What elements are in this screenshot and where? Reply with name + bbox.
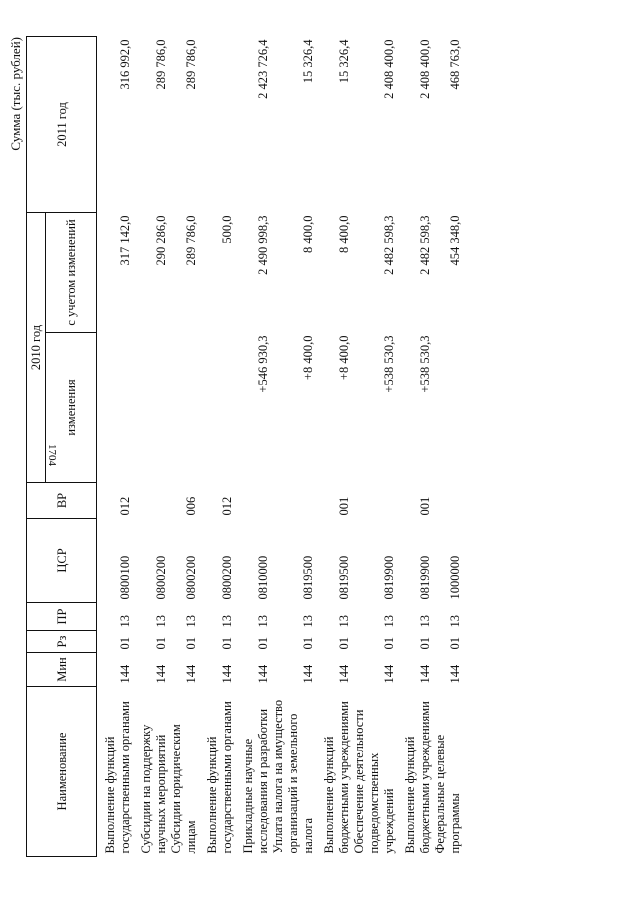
row-2011: 15 326,4	[337, 39, 352, 84]
row-csr: 0819500	[337, 555, 352, 600]
row-changes	[169, 333, 199, 483]
row-pr: 13	[382, 615, 397, 628]
header-pr: ПР	[27, 603, 97, 631]
table-row	[271, 36, 316, 856]
row-changes: +538 530,3	[382, 335, 397, 393]
row-csr: 0800200	[220, 555, 235, 600]
row-2011: 468 763,0	[448, 39, 463, 90]
row-rz: 01	[154, 637, 169, 650]
row-changes: +8 400,0	[337, 335, 352, 381]
budget-table	[26, 36, 463, 857]
row-2011: 289 786,0	[154, 39, 169, 90]
row-vr	[433, 483, 463, 519]
row-changes	[433, 333, 463, 483]
table-row	[316, 36, 352, 856]
table-row	[199, 36, 235, 856]
page-number: 1704	[46, 444, 58, 466]
row-vr: 012	[118, 496, 133, 516]
row-csr: 0800200	[184, 555, 199, 600]
row-name: Федеральные целевые программы	[433, 734, 463, 854]
row-name: Прикладные научные исследования и разработки	[241, 708, 271, 854]
row-with-changes: 2 482 598,3	[382, 215, 397, 275]
row-with-changes: 317 142,0	[118, 215, 133, 266]
row-with-changes: 2 490 998,3	[256, 215, 271, 275]
row-pr: 13	[418, 615, 433, 628]
header-with-changes: с учетом изменений	[46, 212, 97, 332]
header-csr: ЦСР	[27, 519, 97, 603]
row-vr: 001	[337, 496, 352, 516]
row-name: Выполнение функций бюджетными учреждениями	[322, 701, 352, 854]
row-changes	[133, 333, 169, 483]
row-vr	[352, 483, 397, 519]
row-name: Обеспечение деятельности подведомственных учреждений	[352, 709, 397, 854]
row-rz: 01	[220, 637, 235, 650]
table-row	[433, 36, 463, 856]
row-changes	[97, 333, 134, 483]
row-changes: +538 530,3	[418, 335, 433, 393]
row-name: Выполнение функций бюджетными учреждениями	[403, 701, 433, 854]
row-min: 144	[118, 664, 133, 684]
row-rz: 01	[184, 637, 199, 650]
table-row	[133, 36, 169, 856]
row-pr: 13	[301, 615, 316, 628]
row-min: 144	[448, 664, 463, 684]
row-rz: 01	[118, 637, 133, 650]
row-csr: 1000000	[448, 555, 463, 600]
table-row	[235, 36, 271, 856]
row-name: Субсидии юридическим лицам	[169, 724, 199, 854]
row-pr: 13	[184, 615, 199, 628]
row-csr: 0800200	[154, 555, 169, 600]
row-with-changes: 8 400,0	[301, 215, 316, 253]
row-min: 144	[301, 664, 316, 684]
row-name: Субсидии на поддержку научных мероприятий	[139, 724, 169, 854]
row-min: 144	[382, 664, 397, 684]
row-min: 144	[154, 664, 169, 684]
units-note: Сумма (тыс. рублей)	[8, 37, 23, 151]
row-with-changes: 290 286,0	[154, 215, 169, 266]
row-2011: 15 326,4	[301, 39, 316, 84]
row-csr: 0810000	[256, 555, 271, 600]
row-min: 144	[418, 664, 433, 684]
row-changes	[199, 333, 235, 483]
row-csr: 0819500	[301, 555, 316, 600]
header-year-2010: 2010 год	[27, 212, 46, 482]
row-2011	[199, 36, 235, 212]
row-2011: 316 992,0	[118, 39, 133, 90]
row-pr: 13	[154, 615, 169, 628]
row-2011: 2 408 400,0	[382, 39, 397, 99]
row-vr	[235, 483, 271, 519]
row-2011: 289 786,0	[184, 39, 199, 90]
header-name: Наименование	[27, 687, 97, 857]
row-csr: 0800100	[118, 555, 133, 600]
row-pr: 13	[220, 615, 235, 628]
row-name: Выполнение функций государственными органами	[103, 701, 133, 854]
row-2011: 2 423 726,4	[256, 39, 271, 99]
row-changes: +546 930,3	[256, 335, 271, 393]
header-year-2011: 2011 год	[27, 36, 97, 212]
row-pr: 13	[448, 615, 463, 628]
row-pr: 13	[337, 615, 352, 628]
row-pr: 13	[256, 615, 271, 628]
row-name: Выполнение функций государственными органами	[205, 701, 235, 854]
row-rz: 01	[256, 637, 271, 650]
row-pr: 13	[118, 615, 133, 628]
row-min: 144	[256, 664, 271, 684]
header-changes: изменения	[46, 333, 97, 483]
row-min: 144	[220, 664, 235, 684]
row-vr	[271, 483, 316, 519]
row-rz: 01	[448, 637, 463, 650]
row-with-changes: 8 400,0	[337, 215, 352, 253]
row-vr	[133, 483, 169, 519]
header-vr: ВР	[27, 483, 97, 519]
table-row	[352, 36, 397, 856]
row-with-changes: 289 786,0	[184, 215, 199, 266]
row-rz: 01	[418, 637, 433, 650]
row-with-changes: 2 482 598,3	[418, 215, 433, 275]
row-csr: 0819900	[418, 555, 433, 600]
row-with-changes: 454 348,0	[448, 215, 463, 266]
row-vr: 006	[184, 496, 199, 516]
row-min: 144	[337, 664, 352, 684]
row-vr: 001	[418, 496, 433, 516]
table-row	[97, 36, 134, 856]
row-2011: 2 408 400,0	[418, 39, 433, 99]
row-rz: 01	[382, 637, 397, 650]
row-rz: 01	[337, 637, 352, 650]
table-row	[397, 36, 433, 856]
row-with-changes: 500,0	[220, 215, 235, 244]
row-changes: +8 400,0	[301, 335, 316, 381]
row-name: Уплата налога на имущество организаций и земельного налога	[271, 699, 316, 854]
header-min: Мин	[27, 653, 97, 687]
row-csr: 0819900	[382, 555, 397, 600]
row-rz: 01	[301, 637, 316, 650]
table-row	[169, 36, 199, 856]
row-min: 144	[184, 664, 199, 684]
header-rz: Рз	[27, 631, 97, 653]
row-vr: 012	[220, 496, 235, 516]
